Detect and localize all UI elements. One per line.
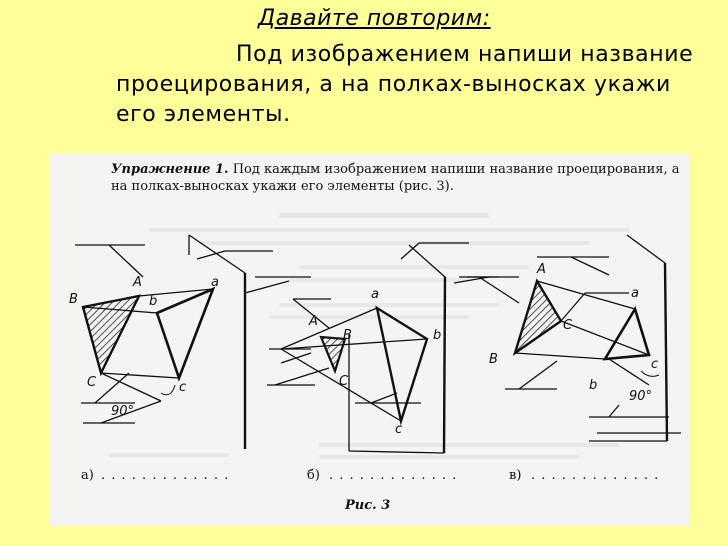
point-c-label: c [395, 422, 403, 437]
point-C-label: C [87, 375, 97, 390]
slide-instruction: Под изображением напиши название проецирования, а на полках-выносках укажи его элементы. [116, 42, 694, 127]
exercise-heading: Упражнение 1. [111, 162, 229, 177]
slide-title: Давайте повторим: [258, 6, 491, 31]
right-angle-label: 90° [629, 389, 653, 404]
bleed-through [109, 213, 629, 459]
point-b-label: b [433, 328, 442, 343]
point-A-label: A [537, 262, 546, 277]
figure-b-caption: б) [307, 468, 320, 483]
point-c-label: c [179, 380, 187, 395]
figure-v-caption: в) [509, 468, 522, 483]
point-A-label: A [309, 314, 318, 329]
point-b-label: b [589, 378, 598, 393]
point-c-label: c [651, 357, 659, 372]
right-angle-label: 90° [111, 404, 135, 419]
point-C-label: C [339, 374, 349, 389]
exercise-drawing [49, 153, 690, 525]
scanned-exercise-image [49, 153, 690, 525]
point-A-label: A [133, 275, 142, 290]
point-B-label: B [69, 292, 78, 307]
point-C-label: C [563, 318, 573, 333]
point-a-label: a [371, 287, 379, 302]
figure-v-labels [489, 262, 658, 404]
figure-b [267, 243, 519, 453]
figure-a-answer-dots: . . . . . . . . . . . . . [101, 468, 230, 483]
figure-caption: Рис. 3 [345, 498, 391, 513]
figure-v-answer-dots: . . . . . . . . . . . . . [531, 468, 660, 483]
point-a-label: a [211, 275, 219, 290]
exercise-statement [111, 161, 690, 195]
point-b-label: b [149, 294, 158, 309]
figure-b-answer-dots: . . . . . . . . . . . . . [329, 468, 458, 483]
exercise-text: Под каждым изображением напиши название проецирования, а на полках-выносках укажи его элементы (рис. 3). [111, 162, 680, 194]
point-a-label: a [631, 286, 639, 301]
figure-a-caption: а) [81, 468, 94, 483]
point-B-label: B [343, 328, 352, 343]
point-B-label: B [489, 352, 498, 367]
